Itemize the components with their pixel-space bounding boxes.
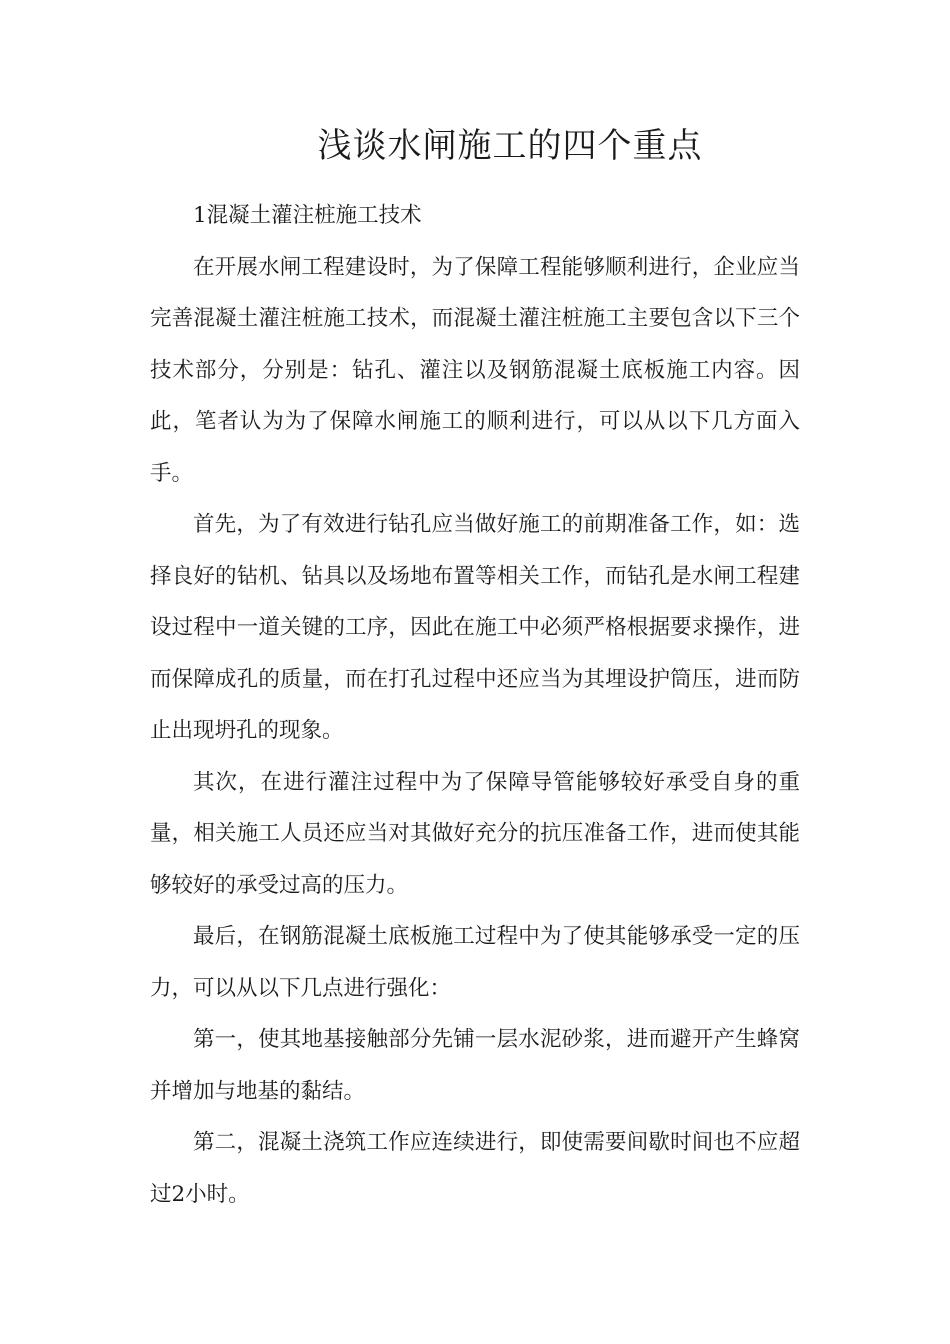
paragraph: 在开展水闸工程建设时，为了保障工程能够顺利进行，企业应当完善混凝土灌注桩施工技术，而混凝土灌注桩施工主要包含以下三个技术部分，分别是：钻孔、灌注以及钢筋混凝土底板施工内容。因此，笔者认为为了保障水闸施工的顺利进行，可以从以下几方面入手。 [150, 254, 800, 486]
paragraph: 首先，为了有效进行钻孔应当做好施工的前期准备工作，如：选择良好的钻机、钻具以及场地布置等相关工作，而钻孔是水闸工程建设过程中一道关键的工序，因此在施工中必须严格根据要求操作，进而保障成孔的质量，而在打孔过程中还应当为其埋设护筒压，进而防止出现坍孔的现象。 [150, 512, 800, 743]
paragraph: 最后，在钢筋混凝土底板施工过程中为了使其能够承受一定的压力，可以从以下几点进行强化： [150, 924, 800, 1001]
document-title: 浅谈水闸施工的四个重点 [317, 126, 703, 166]
section-heading: 1混凝土灌注桩施工技术 [193, 203, 422, 228]
document-body [150, 190, 800, 1220]
paragraph: 第一，使其地基接触部分先铺一层水泥砂浆，进而避开产生蜂窝并增加与地基的黏结。 [150, 1027, 800, 1104]
paragraph: 第二，混凝土浇筑工作应连续进行，即使需要间歇时间也不应超过2小时。 [150, 1130, 800, 1207]
paragraph: 其次，在进行灌注过程中为了保障导管能够较好承受自身的重量，相关施工人员还应当对其做好充分的抗压准备工作，进而使其能够较好的承受过高的压力。 [150, 769, 800, 898]
